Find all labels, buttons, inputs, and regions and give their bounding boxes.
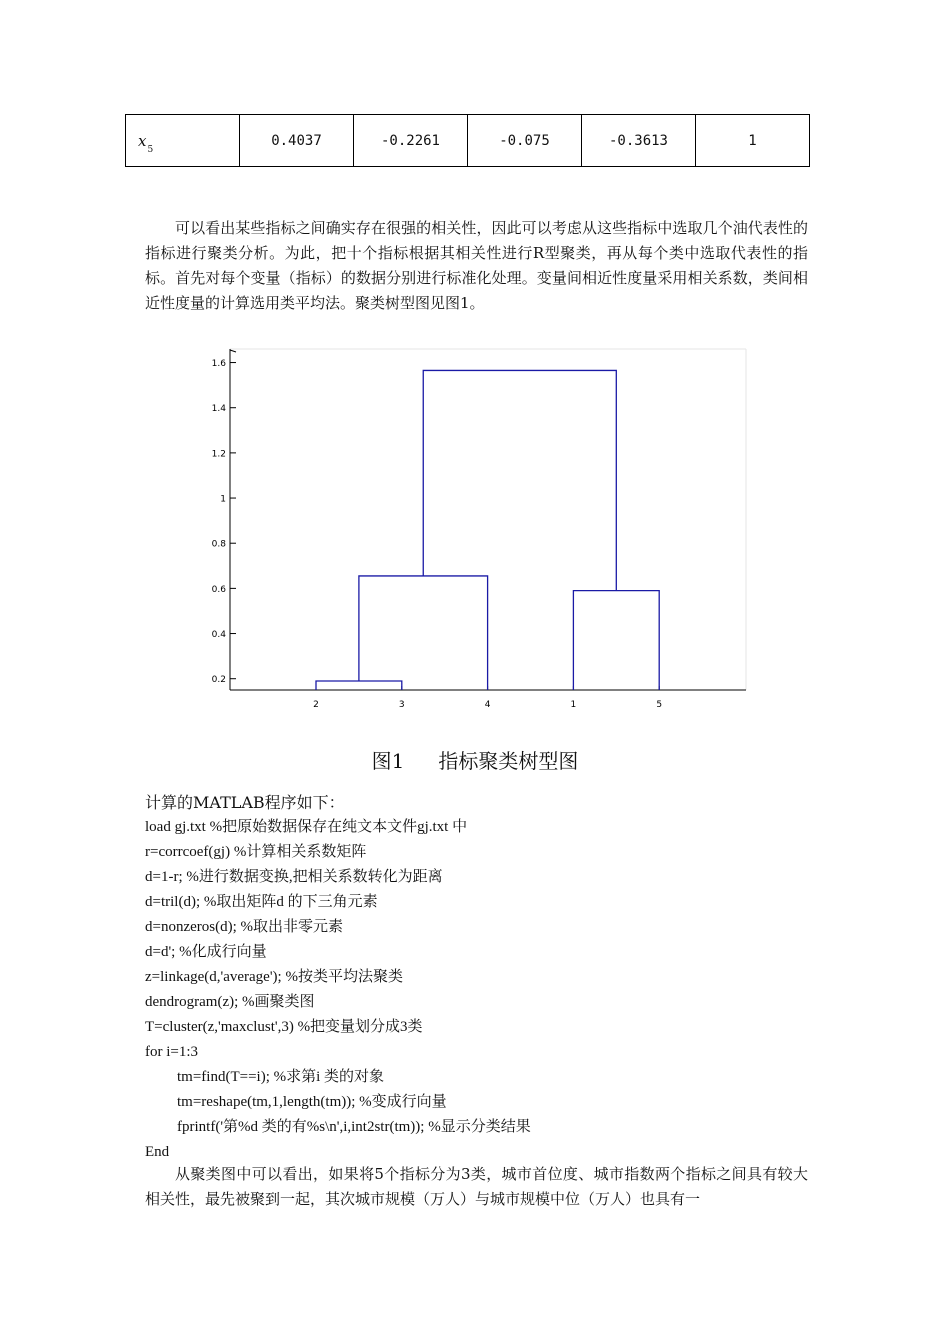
code-line: dendrogram(z); %画聚类图	[145, 994, 315, 1010]
code-line: load gj.txt %把原始数据保存在纯文本文件gj.txt 中	[145, 819, 468, 835]
y-tick	[230, 350, 236, 352]
x-tick-label: 2	[313, 700, 319, 710]
figure-caption	[0, 745, 950, 774]
y-tick-label: 1.2	[211, 449, 226, 460]
variable-name: x	[138, 131, 147, 150]
y-tick-label: 1.4	[211, 404, 226, 415]
code-line: End	[145, 1144, 170, 1160]
dendrogram-link	[573, 591, 659, 690]
code-line: for i=1:3	[145, 1044, 199, 1060]
dendrogram-link	[423, 370, 616, 590]
dendrogram-chart	[195, 343, 755, 722]
value-cell: 0.4037	[240, 115, 354, 167]
code-line: z=linkage(d,'average'); %按类平均法聚类	[145, 969, 403, 985]
value-cell: -0.2261	[354, 115, 468, 167]
table-row	[126, 115, 810, 167]
code-intro: 计算的MATLAB程序如下：	[145, 793, 345, 812]
y-tick-label: 0.2	[211, 675, 226, 686]
code-line: fprintf('第%d 类的有%s\n',i,int2str(tm)); %显示分类结果	[177, 1119, 531, 1135]
x-tick-label: 4	[484, 700, 491, 710]
y-tick-label: 0.8	[211, 539, 226, 550]
figure-number: 图1	[371, 749, 405, 773]
conclusion-paragraph: 从聚类图中可以看出，如果将5个指标分为3类，城市首位度、城市指数两个指标之间具有较大相关性，最先被聚到一起，其次城市规模（万人）与城市规模中位（万人）也具有一	[145, 1165, 808, 1208]
code-line: d=tril(d); %取出矩阵d 的下三角元素	[145, 894, 378, 910]
code-line: tm=reshape(tm,1,length(tm)); %变成行向量	[177, 1094, 447, 1110]
value-cell: 1	[696, 115, 810, 167]
dendrogram-link	[316, 681, 402, 690]
code-line: d=d'; %化成行向量	[145, 944, 267, 960]
dendrogram-link	[359, 576, 488, 690]
value-cell: -0.3613	[582, 115, 696, 167]
analysis-paragraph: 可以看出某些指标之间确实存在很强的相关性，因此可以考虑从这些指标中选取几个油代表性的指标进行聚类分析。为此，把十个指标根据其相关性进行R型聚类，再从每个类中选取代表性的指标。首先对每个变量（指标）的数据分别进行标准化处理。变量间相近性度量采用相关系数，类间相近性度量的计算选用类平均法。聚类树型图见图1。	[145, 219, 808, 312]
matlab-code-block	[145, 790, 531, 1165]
code-line: r=corrcoef(gj) %计算相关系数矩阵	[145, 844, 367, 860]
code-line: T=cluster(z,'maxclust',3) %把变量划分成3类	[145, 1019, 423, 1035]
x-tick-label: 3	[398, 700, 405, 710]
code-line: d=1-r; %进行数据变换,把相关系数转化为距离	[145, 869, 443, 885]
code-line: d=nonzeros(d); %取出非零元素	[145, 919, 344, 935]
x-tick-label: 5	[656, 700, 663, 710]
variable-subscript: 5	[147, 144, 154, 155]
figure-title: 指标聚类树型图	[438, 749, 579, 773]
y-tick-label: 0.6	[211, 584, 226, 595]
y-tick-label: 1	[220, 494, 226, 505]
variable-cell	[126, 115, 240, 167]
value-cell: -0.075	[468, 115, 582, 167]
code-line: tm=find(T==i); %求第i 类的对象	[177, 1069, 385, 1085]
y-tick-label: 0.4	[211, 630, 226, 641]
correlation-table-row	[125, 114, 810, 167]
x-tick-label: 1	[570, 700, 577, 710]
y-tick-label: 1.6	[211, 359, 226, 370]
dendrogram-svg	[195, 343, 755, 718]
